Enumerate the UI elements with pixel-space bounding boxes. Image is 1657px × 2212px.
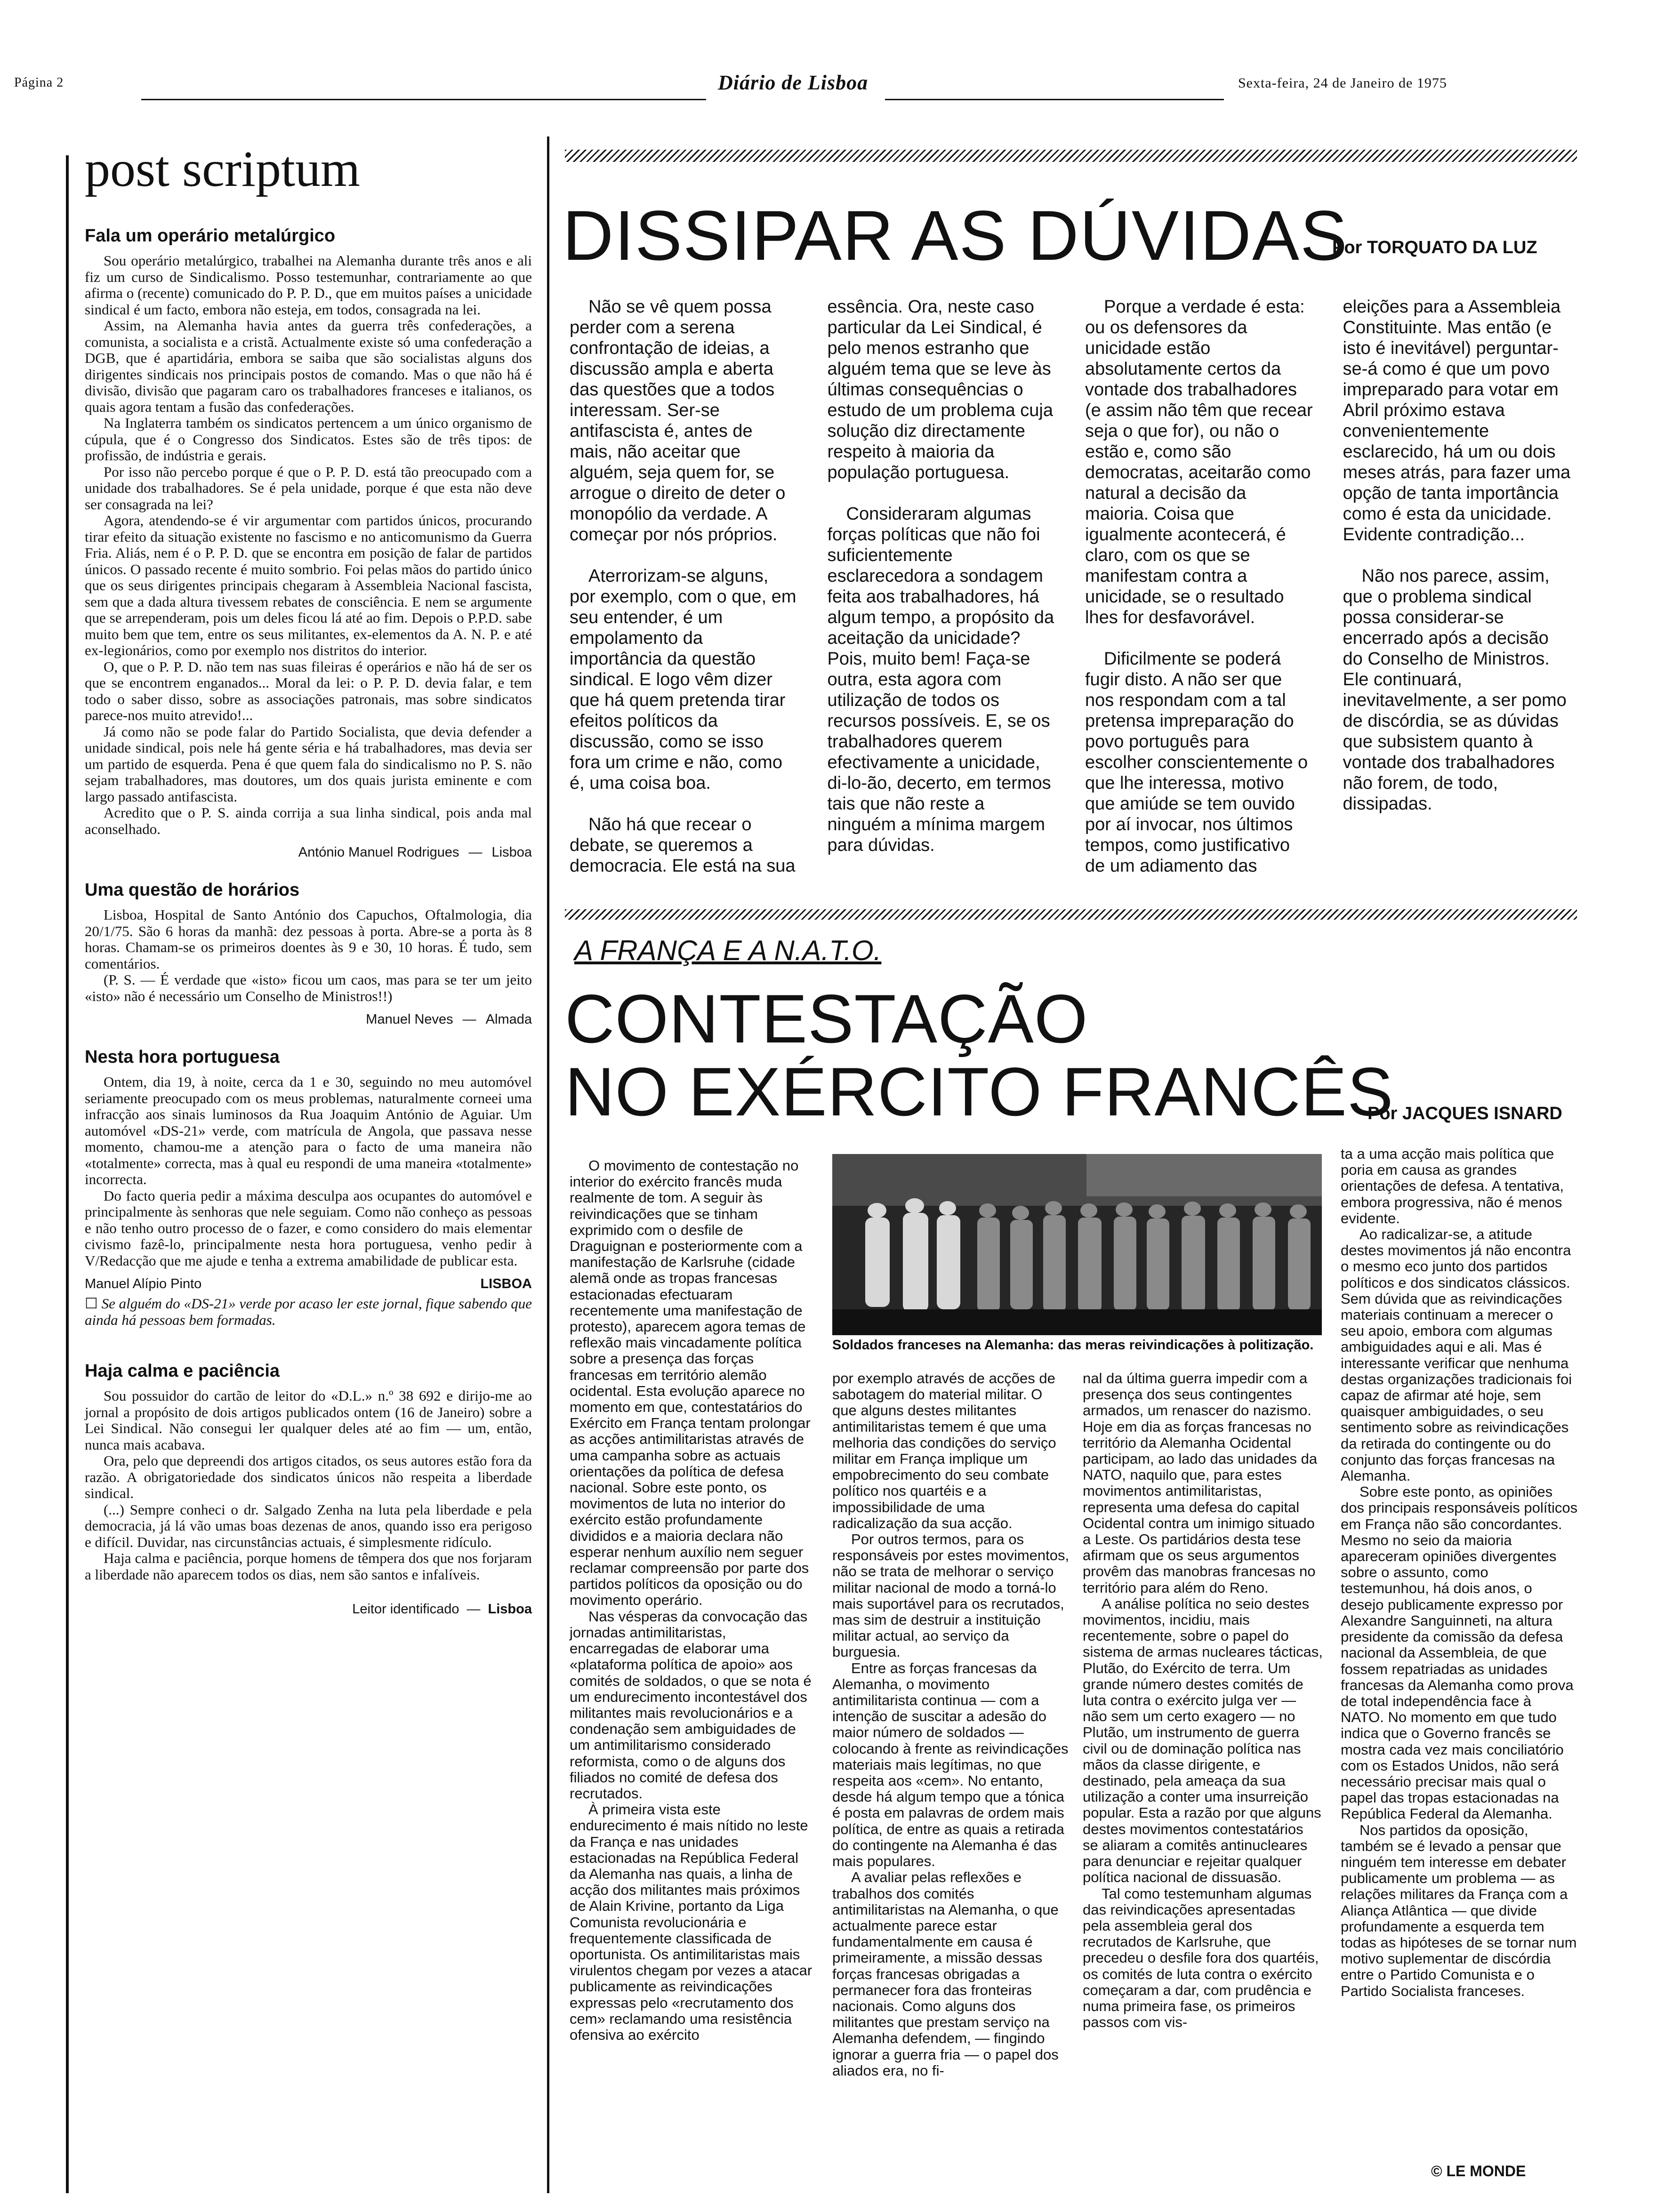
letter-paragraph: Ora, pelo que depreendi dos artigos citados, os seus autores estão fora da razão. A obrigatoriedade dos sindicatos únicos não respeita a liberdade sindical. <box>85 1452 532 1501</box>
letter-body <box>85 1388 532 1583</box>
soldiers-photo-svg <box>832 1154 1322 1335</box>
letter-paragraph: Já como não se pode falar do Partido Socialista, que devia defender a unidade sindical, pois nele há gente séria e há trabalhadores, mas devia ser um partido de esquerda. Pena é que quem fala do sindicalismo no P. S. não sejam trabalhadores, mas doutores, um dos quais jurista eminente e com largo passado antifascista. <box>85 723 532 805</box>
note-box-icon: ☐ <box>85 1295 102 1312</box>
letter-3 <box>85 1047 532 1328</box>
signature-name: Leitor identificado <box>352 1602 459 1617</box>
letter-heading: Uma questão de horários <box>85 880 300 900</box>
masthead: Diário de Lisboa <box>718 71 869 94</box>
article1-top-hatch <box>565 150 1577 162</box>
photo-caption: Soldados franceses na Alemanha: das meras reivindicações à politização. <box>832 1338 1314 1353</box>
article2-paragraph: por exemplo através de acções de sabotagem do material militar. O que alguns destes militantes antimilitaristas temem é que uma melhoria das condições do serviço militar em França implique um empobrecimento do seu combate político nos quartéis e a impossibilidade de uma radicalização da sua acção. <box>832 1370 1056 1531</box>
letter-signature <box>85 1276 532 1292</box>
article2-paragraph: Por outros termos, para os responsáveis por estes movimentos, não se trata de melhorar o serviço militar nacional de modo a torná-lo mais suportável para os recrutados, mas sim de destruir a instituição militar actual, ao serviço da burguesia. <box>832 1531 1070 1660</box>
article2-kicker: A FRANÇA E A N.A.T.O. <box>574 935 882 966</box>
header-rule-right <box>885 99 1224 100</box>
letter-paragraph: Do facto queria pedir a máxima desculpa aos ocupantes do automóvel e principalmente às senhoras que nele seguiam. Como não conheço as pessoas e não tenho outro processo de o fazer, e como considero do mais elementar civismo fazê-lo, principalmente nesta hora portuguesa, venho pedir à V/Redacção que me ajude e tenha a extrema amabilidade de publicar esta. <box>85 1187 532 1269</box>
article2-title-line1: CONTESTAÇÃO <box>565 980 1088 1057</box>
letter-paragraph: Na Inglaterra também os sindicatos pertencem a um único organismo de cúpula, que é o Congresso dos Sindicatos. Estes são de três tipos: de profissão, de indústria e gerais. <box>85 415 532 464</box>
article1-body <box>570 297 1572 894</box>
signature-place: Lisboa <box>491 845 532 860</box>
letter-signature <box>85 1602 532 1617</box>
article2-paragraph: nal da última guerra impedir com a presença dos seus contingentes armados, um renascer do nazismo. Hoje em dia as forças francesas no território da Alemanha Ocidental participam, ao lado das unidades da NATO, naquilo que, para estes movimentos antimilitaristas, representa uma defesa do capital Ocidental contra um inimigo situado a Leste. Os partidários desta tese afirmam que os seus argumentos provêm das manobras francesas no território para além do Reno. <box>1083 1370 1318 1596</box>
signature-name: Manuel Alípio Pinto <box>85 1276 202 1291</box>
article2-col1 <box>570 1158 814 2043</box>
letter-signature <box>85 845 532 860</box>
article1-paragraph: Dificilmente se poderá fugir disto. A não ser que nos respondam com a tal pretensa impreparação do povo português para escolher conscientemente o que lhe interessa, motivo que amiúde se tem ouvido por aí invocar, nos últimos tempos, como justificativo de um adiamento das eleições para a Assembleia Constituinte. Mas então (e isto é inevitável) perguntar-se-á como é que um povo impreparado para votar em Abril próximo estava convenientemente esclarecido, há um ou dois meses atrás, para fazer uma opção de tanta importância como é esta da unicidade. Evidente contradição... <box>1085 297 1571 876</box>
article1-title: DISSIPAR AS DÚVIDAS <box>563 196 1349 275</box>
letter-body <box>85 907 532 1004</box>
page-date: Sexta-feira, 24 de Janeiro de 1975 <box>1238 75 1447 91</box>
article1-bottom-hatch <box>565 909 1577 920</box>
letter-paragraph: Por isso não percebo porque é que o P. P. D. está tão preocupado com a unidade dos trabalhadores. Se é pela unidade, porque é que esta não deve ser consagrada na lei? <box>85 463 532 513</box>
article2-paragraph: A avaliar pelas reflexões e trabalhos dos comités antimilitaristas na Alemanha, o que actualmente parece estar fundamentalmente em causa é primeiramente, a missão dessas forças francesas obrigadas a permanecer fora das fronteiras nacionais. Como alguns dos militantes que prestam serviço na Alemanha defendem, — fingindo ignorar a guerra fria — o papel dos aliados era, no fi- <box>832 1869 1059 2079</box>
letter-heading: Haja calma e paciência <box>85 1361 280 1381</box>
letter-signature <box>85 1012 532 1027</box>
article2-paragraph: A análise política no seio destes movimentos, incidiu, mais recentemente, sobre o papel do sistema de armas nucleares tácticas, Plutão, do Exército de terra. Um grande número destes comités de luta contra o exército julga ver — não sem um certo exagero — no Plutão, um instrumento de guerra civil ou de dominação política nas mãos da classe dirigente, e destinado, pela ameaça da sua utilização a conter uma insurreição popular. Esta a razão por que alguns destes movimentos contestatários se aliaram a comitês antinucleares para denunciar e rejeitar qualquer política nacional de dissuasão. <box>1083 1595 1323 1886</box>
signature-dash: — <box>462 1012 476 1027</box>
article2-credit: © LE MONDE <box>1431 2163 1526 2180</box>
page-number: Página 2 <box>14 75 64 90</box>
letter-paragraph: Sou possuidor do cartão de leitor do «D.L.» n.º 38 692 e dirijo-me ao jornal a propósito de dois artigos publicados ontem (16 de Janeiro) sobre a Lei Sindical. Não consegui ler qualquer deles até ao fim — um, então, nunca mais acabava. <box>85 1387 532 1453</box>
signature-place: LISBOA <box>480 1276 532 1291</box>
letter-paragraph: (...) Sempre conheci o dr. Salgado Zenha na luta pela liberdade e pela democracia, já lá vão umas boas dezenas de anos, quando isso era perigoso e difícil. Duvidar, nas circunstâncias actuais, é simplesmente ridículo. <box>85 1501 532 1550</box>
article2-paragraph: À primeira vista este endurecimento é mais nítido no leste da França e nas unidades estacionadas na República Federal da Alemanha nas quais, a linha de acção dos militantes mais próximos de Alain Krivine, portanto da Liga Comunista revolucionária e frequentemente classificada de oportunista. Os antimilitaristas mais virulentos chegam por vezes a atacar publicamente as reivindicações expressas pelo «recrutamento dos cem» reclamando uma resistência ofensiva ao exército <box>570 1801 812 2043</box>
letter-paragraph: Assim, na Alemanha havia antes da guerra três confederações, a comunista, a socialista e a cristã. Actualmente existe só uma confederação a DGB, que é apartidária, embora se saiba que são socialistas alguns dos dirigentes sindicais nos principais postos de comando. Mas o que não há é divisão, divisão que pagaram caro os trabalhadores franceses e italianos, os quais agora tentam a fusão das confederações. <box>85 317 532 415</box>
article1-paragraph: Consideraram algumas forças políticas que não foi suficientemente esclarecedora a sondagem feita aos trabalhadores, há algum tempo, a propósito da aceitação da unicidade? Pois, muito bem! Faça-se outra, esta agora com utilização de todos os recursos possíveis. E, se os trabalhadores querem efectivamente a unicidade, di-lo-ão, decerto, em termos tais que não reste a ninguém a mínima margem para dúvidas. <box>827 504 1054 855</box>
ps-left-border <box>66 155 69 2193</box>
article2-col4 <box>1341 1146 1578 1999</box>
article1-paragraph: Porque a verdade é esta: ou os defensores da unicidade estão absolutamente certos da vontade dos trabalhadores (e assim não têm que recear seja o que for), ou não o estão e, como são democratas, aceitarão como natural a decisão da maioria. Coisa que igualmente acontecerá, é claro, com os que se manifestam contra a unicidade, se o resultado lhes for desfavorável. <box>1085 297 1313 627</box>
letter-body <box>85 253 532 837</box>
article2-paragraph: Nas vésperas da convocação das jornadas antimilitaristas, encarregadas de elaborar uma «plataforma política de apoio» aos comités de soldados, o que se nota é um endurecimento incontestável dos militantes mais revolucionários e a condenação sem ambiguidades de um antimilitarismo considerado reformista, como o de alguns dos filiados no comité de defesa dos recrutados. <box>570 1608 812 1802</box>
letter-paragraph: Acredito que o P. S. ainda corrija a sua linha sindical, pois anda mal aconselhado. <box>85 804 532 837</box>
article2-paragraph: Entre as forças francesas da Alemanha, o movimento antimilitarista continua — com a intenção de suscitar a adesão do maior número de soldados — colocando à frente as reivindicações materiais mais legítimas, no que respeita aos «cem». No entanto, desde há algum tempo que a tónica é posta em palavras de ordem mais política, de entre as quais a retirada do contingente na Alemanha é das mais populares. <box>832 1659 1069 1870</box>
letter-paragraph: O, que o P. P. D. não tem nas suas fileiras é operários e não há de ser os que se encontrem enganados... Moral da lei: o P. P. D. devia falar, e tem todo o saber disso, sobre as associações patronais, mas sobre sindicatos parece-nos muito atrevido!... <box>85 658 532 723</box>
article2-paragraph: O movimento de contestação no interior do exército francês muda realmente de tom. A seguir às reivindicações que se tinham exprimido com o desfile de Draguignan e posteriormente com a manifestação de Karlsruhe (cidade alemã onde as tropas francesas estacionadas efectuaram recentemente uma manifestação de protesto), aparecem agora temas de reflexão mais vincadamente política sobre a presença das forças francesas em território alemão ocidental. Esta evolução aparece no momento em que, contestatários do Exército em França tentam prolongar as acções antimilitaristas através de uma campanha sobre as actuais orientações da política de defesa nacional. Sobre este ponto, os movimentos de luta no interior do exército estão profundamente divididos e a maioria declara não esperar nenhum auxílio nem seguer reclamar compreensão por parte dos partidos políticos da oposição ou do movimento operário. <box>570 1157 811 1609</box>
letter-4 <box>85 1361 532 1617</box>
article1-byline: Por TORQUATO DA LUZ <box>1332 238 1537 257</box>
ps-right-border <box>547 136 549 2193</box>
article2-byline: Por JACQUES ISNARD <box>1367 1104 1562 1123</box>
signature-dash: — <box>468 845 483 860</box>
note-text: Se alguém do «DS-21» verde por acaso ler este jornal, fique sabendo que ainda há pessoas bem formadas. <box>85 1295 532 1328</box>
letter-heading: Fala um operário metalúrgico <box>85 226 336 246</box>
article2-paragraph: Nos partidos da oposição, também se é levado a pensar que ninguém tem interesse em debater publicamente um problema — as relações militares da França com a Aliança Atlântica — que divide profundamente a esquerda tem todas as hipóteses de se tornar num motivo suplementar de discórdia entre o Partido Comunista e o Partido Socialista franceses. <box>1341 1821 1577 1999</box>
letter-1 <box>85 226 532 860</box>
signature-name: Manuel Neves <box>366 1012 453 1027</box>
letter-paragraph: Lisboa, Hospital de Santo António dos Capuchos, Oftalmologia, dia 20/1/75. São 6 horas da manhã: dez pessoas à porta. Abre-se a porta às 8 horas. Chamam-se os primeiros doentes às 9 e 30, 10 horas. É tudo, sem comentários. <box>85 906 532 972</box>
signature-dash: — <box>467 1602 481 1617</box>
letter-paragraph: (P. S. — É verdade que «isto» ficou um caos, mas para se ter um jeito «isto» não é necessário um Conselho de Ministros!!) <box>85 971 532 1004</box>
letter-paragraph: Agora, atendendo-se é vir argumentar com partidos únicos, procurando tirar efeito da situação existente no fascismo e no anticomunismo da Guerra Fria. Aliás, nem é o P. P. D. que se encontra em posição de falar de partidos únicos. O passado recente é muito sombrio. Foi pelas mãos do partido único que os seus dirigentes principais chegaram à Assembleia Nacional fascista, sem que a dada altura tivessem rebates de consciência. E nem se argumente que se arrependeram, pois um deles ficou lá até ao fim. Depois o P.P.D. sabe muito bem que tem, entre os seus militantes, ex-elementos da A. N. P. e até ex-legionários, como por exemplo nos distritos do interior. <box>85 512 532 658</box>
letter-paragraph: Ontem, dia 19, à noite, cerca da 1 e 30, seguindo no meu automóvel seriamente preocupado com os meus problemas, naturalmente corneei uma infracção aos sinais luminosos da Rua Joaquim António de Aguiar. Um automóvel «DS-21» verde, com matrícula de Angola, que passava nesse momento, chamou-me a atenção para o facto de uma maneira não «totalmente» correcta, mas à qual eu respondi de uma maneira «totalmente» incorrecta. <box>85 1074 532 1187</box>
letter-2 <box>85 880 532 1027</box>
ps-letters <box>85 226 532 1617</box>
article1-paragraph: Não se vê quem possa perder com a serena confrontação de ideias, a discussão ampla e aberta das questões que a todos interessam. Ser-se antifascista é, antes de mais, não aceitar que alguém, seja quem for, se arrogue o direito de deter o monopólio da verdade. A começar por nós próprios. <box>570 297 786 545</box>
letter-paragraph: Haja calma e paciência, porque homens de têmpera dos que nos forjaram a liberdade não aparecem todos os dias, nem são santos e infalíveis. <box>85 1550 532 1583</box>
signature-name: António Manuel Rodrigues <box>298 845 459 860</box>
letter-body <box>85 1074 532 1269</box>
signature-place: Almada <box>485 1012 532 1027</box>
header-rule-left <box>141 99 706 100</box>
letter-paragraph: Sou operário metalúrgico, trabalhei na Alemanha durante três anos e ali fiz um curso de Sindicalismo. Posso testemunhar, contrariamente ao que afirma o (recente) comunicado do P. P. D., que em muitos países a unicidade sindical é um facto, embora não esteja, em todos, consagrada na lei. <box>85 252 532 318</box>
article2-paragraph: ta a uma acção mais política que poria em causa as grandes orientações de defesa. A tentativa, embora progressiva, não é menos evidente. <box>1341 1146 1564 1226</box>
signature-place: Lisboa <box>488 1602 532 1617</box>
article2-paragraph: Ao radicalizar-se, a atitude destes movimentos já não encontra o mesmo eco junto dos partidos políticos e dos sindicatos clássicos. Sem dúvida que as reivindicações materiais continuam a merecer o seu apoio, embora com algumas ambiguidades aqui e ali. Mas é interessante verificar que nenhuma destas organizações tradicionais foi capaz de afirmar até hoje, sem quaisquer ambiguidades, o seu sentimento sobre as reivindicações da retirada do contingente ou do conjunto das forças francesas na Alemanha. <box>1341 1226 1572 1484</box>
article1-paragraph: Não há que recear o debate, se queremos a democracia. Ele está na sua essência. Ora, neste caso particular da Lei Sindical, é pelo menos estranho que alguém tema que se leve às últimas consequências o estudo de um problema cuja solução diz directamente respeito à maioria da população portuguesa. <box>570 297 1054 876</box>
soldiers-photo <box>832 1154 1322 1335</box>
article2-paragraph: Sobre este ponto, as opiniões dos principais responsáveis políticos em França não são concordantes. Mesmo no seio da maioria apareceram opiniões divergentes sobre o assunto, como testemunhou, há dois anos, o desejo publicamente expresso por Alexandre Sanguinneti, na altura presidente da comissão da defesa nacional da Assembleia, de que fossem repatriadas as unidades francesas da Alemanha como prova de total independência face à NATO. No momento em que tudo indica que o Governo francês se mostra cada vez mais conciliatório com os Estados Unidos, não será necessário precisar mais qual o papel das tropas estacionadas na República Federal da Alemanha. <box>1341 1483 1578 1822</box>
article2-col2 <box>832 1370 1070 2079</box>
article2-title-line2: NO EXÉRCITO FRANCÊS <box>565 1053 1394 1130</box>
article2-paragraph: Tal como testemunham algumas das reivindicações apresentadas pela assembleia geral dos recrutados de Karlsruhe, que precedeu o desfile fora dos quartéis, os comités de luta contra o exército começaram a dar, com prudência e numa primeira fase, os primeiros passos com vis- <box>1083 1885 1319 2031</box>
ps-title: post scriptum <box>85 141 360 197</box>
article1-paragraph: Aterrorizam-se alguns, por exemplo, com o que, em seu entender, é um empolamento da importância da questão sindical. E logo vêm dizer que há quem pretenda tirar efeitos políticos da discussão, como se isso fora um crime e não, como é, uma coisa boa. <box>570 566 796 793</box>
article1-paragraph: Não nos parece, assim, que o problema sindical possa considerar-se encerrado após a decisão do Conselho de Ministros. Ele continuará, inevitavelmente, a ser pomo de discórdia, se as dúvidas que subsistem quanto à vontade dos trabalhadores não forem, de todo, dissipadas. <box>1343 566 1567 814</box>
letter-note <box>85 1296 532 1328</box>
letter-heading: Nesta hora portuguesa <box>85 1047 280 1067</box>
article2-col3 <box>1083 1370 1323 2030</box>
